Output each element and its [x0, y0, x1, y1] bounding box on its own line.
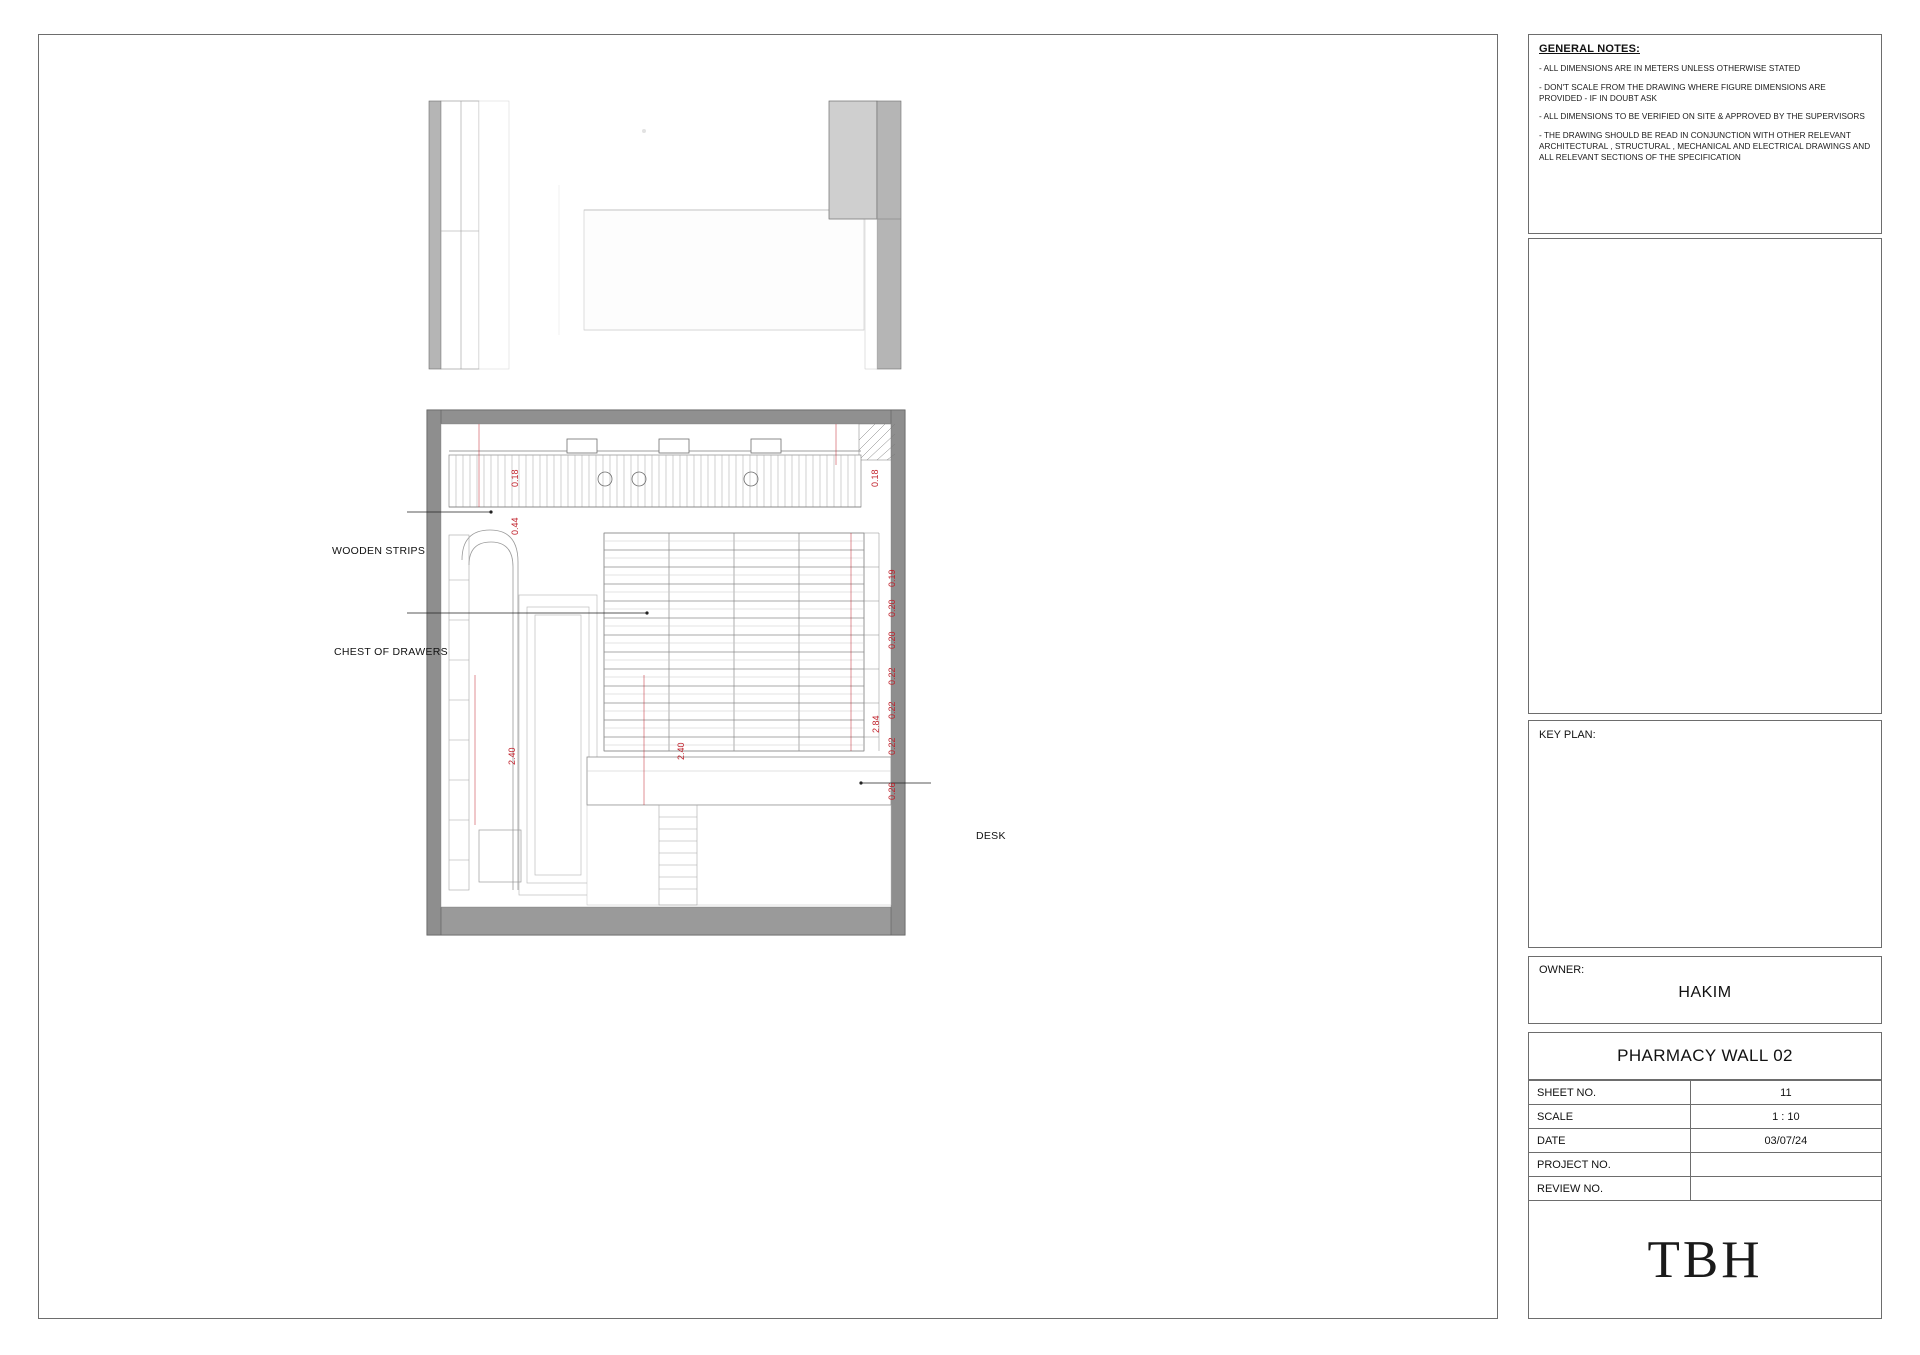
annotation-wooden-strips: WOODEN STRIPS: [332, 545, 426, 557]
dimension-text: 0.22: [887, 667, 897, 685]
dimension-text: 0.20: [887, 631, 897, 649]
table-row: [1529, 1153, 1882, 1177]
info-key: SHEET NO.: [1529, 1081, 1691, 1105]
info-value: 03/07/24: [1690, 1129, 1881, 1153]
dimension-text: 0.44: [510, 517, 520, 535]
info-value: [1690, 1153, 1881, 1177]
reference-image-panel: [1528, 238, 1882, 714]
dimension-text: 0.18: [870, 469, 880, 487]
info-value: 11: [1690, 1081, 1881, 1105]
company-logo-block: [1528, 1200, 1882, 1319]
note-item: - DON'T SCALE FROM THE DRAWING WHERE FIGURE DIMENSIONS ARE PROVIDED - IF IN DOUBT ASK: [1539, 82, 1826, 103]
general-notes-block: [1528, 34, 1882, 234]
table-row: [1529, 1105, 1882, 1129]
dimension-text: 0.18: [510, 469, 520, 487]
dimension-text: 0.20: [887, 599, 897, 617]
sheet-title-block: [1528, 1032, 1882, 1080]
general-notes-title: GENERAL NOTES:: [1539, 43, 1640, 55]
dimension-text: 2.40: [676, 742, 686, 760]
info-key: SCALE: [1529, 1105, 1691, 1129]
dimension-text: 2.40: [507, 747, 517, 765]
top-plan-fragment: [429, 101, 901, 369]
desk: [587, 757, 891, 905]
note-item: - ALL DIMENSIONS ARE IN METERS UNLESS OTHERWISE STATED: [1539, 64, 1801, 73]
info-key: DATE: [1529, 1129, 1691, 1153]
key-plan-label: KEY PLAN:: [1539, 729, 1596, 741]
owner-value: HAKIM: [1678, 984, 1732, 1001]
info-value: [1690, 1177, 1881, 1201]
title-block-column: [1528, 34, 1882, 1319]
cad-drawing-svg: [39, 35, 1499, 1320]
note-item: - ALL DIMENSIONS TO BE VERIFIED ON SITE & APPROVED BY THE SUPERVISORS: [1539, 112, 1865, 122]
owner-label: OWNER:: [1539, 964, 1585, 976]
company-logo-text: TBH: [1647, 1230, 1763, 1289]
info-value: 1 : 10: [1690, 1105, 1881, 1129]
annotation-desk: DESK: [976, 830, 1006, 842]
dimension-text: 2.84: [871, 715, 881, 733]
main-elevation: [427, 410, 905, 935]
cad-drawing: [39, 35, 1499, 1320]
table-row: [1529, 1081, 1882, 1105]
key-plan-block: [1528, 720, 1882, 948]
info-key: REVIEW NO.: [1529, 1177, 1691, 1201]
dimension-text: 0.26: [887, 782, 897, 800]
sheet-info-table: [1528, 1080, 1882, 1201]
dimension-text: 0.19: [887, 569, 897, 587]
sheet-title: PHARMACY WALL 02: [1617, 1046, 1793, 1065]
info-key: PROJECT NO.: [1529, 1153, 1691, 1177]
dimension-text: 0.22: [887, 737, 897, 755]
annotation-chest-of-drawers: CHEST OF DRAWERS: [334, 646, 448, 658]
table-row: [1529, 1129, 1882, 1153]
owner-block: [1528, 956, 1882, 1024]
note-item: - THE DRAWING SHOULD BE READ IN CONJUNCTION WITH OTHER RELEVANT ARCHITECTURAL , STRUCTURAL , MECHANICAL AND ELECTRICAL DRAWINGS AND ALL RELEVANT SECTIONS OF THE SPECIFICATION: [1539, 131, 1871, 162]
dimension-text: 0.22: [887, 701, 897, 719]
table-row: [1529, 1177, 1882, 1201]
drawing-area: [38, 34, 1498, 1319]
